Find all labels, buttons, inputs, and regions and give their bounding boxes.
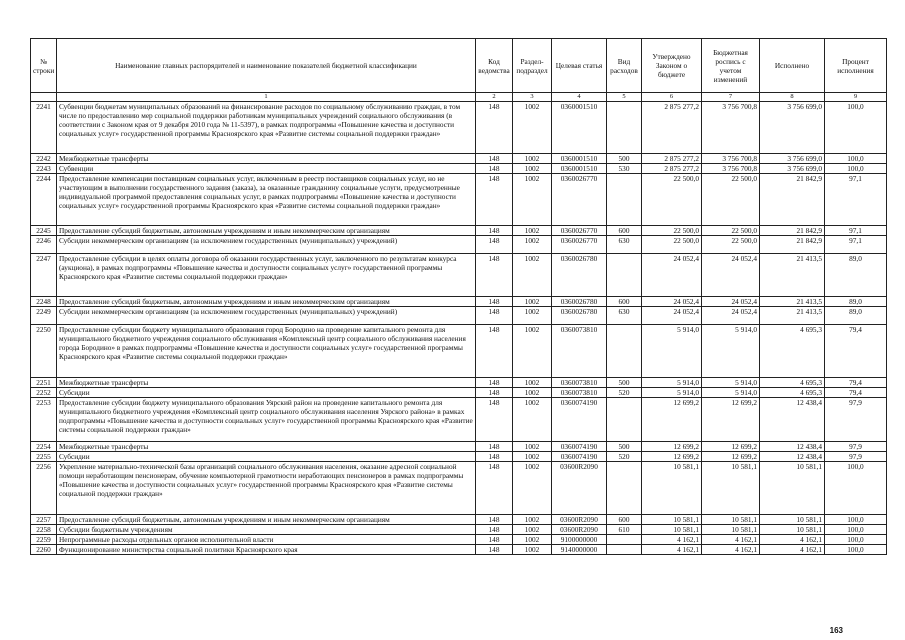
cell-vr: 520 (607, 388, 642, 398)
table-row (31, 525, 887, 535)
cell-budget: 22 500,0 (702, 226, 760, 236)
header-exp-type: Вид расходов (607, 39, 642, 93)
cell-approved: 12 699,2 (642, 452, 702, 462)
cell-vr (607, 174, 642, 226)
cell-no: 2247 (31, 254, 57, 297)
cell-approved: 2 875 277,2 (642, 154, 702, 164)
cell-code: 148 (476, 226, 513, 236)
cell-name: Предоставление компенсации поставщикам социальных услуг, включенным в реестр поставщиков социальных услуг, но не участвующим в выполнении государственного задания (заказа), за оказанные гражданину социальные услуги, предусмотренные индивидуальной программой предоставления социальных услуг, в рамках подпрограммы «Повышение качества и доступности социальных услуг» государственной программы Красноярского края «Развитие системы социальной поддержки граждан» (57, 174, 476, 226)
cell-sec: 1002 (513, 226, 552, 236)
cell-no: 2253 (31, 398, 57, 442)
col-number: 9 (825, 93, 887, 102)
cell-approved: 5 914,0 (642, 325, 702, 378)
cell-approved: 22 500,0 (642, 226, 702, 236)
table-row (31, 174, 887, 226)
col-number: 2 (476, 93, 513, 102)
cell-budget: 12 699,2 (702, 452, 760, 462)
cell-code: 148 (476, 307, 513, 325)
table-row (31, 515, 887, 525)
cell-executed: 4 695,3 (760, 388, 825, 398)
cell-pct: 100,0 (825, 154, 887, 164)
cell-no: 2250 (31, 325, 57, 378)
cell-budget: 10 581,1 (702, 515, 760, 525)
cell-name: Предоставление субсидий бюджетным, автономным учреждениям и иным некоммерческим организациям (57, 226, 476, 236)
cell-approved: 24 052,4 (642, 254, 702, 297)
cell-approved: 24 052,4 (642, 297, 702, 307)
cell-no: 2257 (31, 515, 57, 525)
table-row (31, 297, 887, 307)
cell-pct: 100,0 (825, 545, 887, 555)
cell-sec: 1002 (513, 545, 552, 555)
cell-executed: 21 413,5 (760, 307, 825, 325)
cell-target: 03600R2090 (552, 462, 607, 515)
col-number: 5 (607, 93, 642, 102)
cell-target: 0360073810 (552, 325, 607, 378)
header-target: Целевая статья (552, 39, 607, 93)
cell-vr: 630 (607, 236, 642, 254)
cell-budget: 10 581,1 (702, 462, 760, 515)
cell-code: 148 (476, 515, 513, 525)
cell-sec: 1002 (513, 236, 552, 254)
cell-pct: 100,0 (825, 164, 887, 174)
table-row (31, 254, 887, 297)
table-row (31, 398, 887, 442)
cell-no: 2251 (31, 378, 57, 388)
budget-table (30, 38, 887, 555)
cell-sec: 1002 (513, 325, 552, 378)
cell-code: 148 (476, 164, 513, 174)
cell-vr (607, 325, 642, 378)
cell-target: 0360001510 (552, 154, 607, 164)
cell-budget: 3 756 700,8 (702, 102, 760, 154)
cell-vr: 630 (607, 307, 642, 325)
header-executed: Исполнено (760, 39, 825, 93)
cell-name: Предоставление субсидий бюджетным, автономным учреждениям и иным некоммерческим организациям (57, 297, 476, 307)
table-row (31, 154, 887, 164)
cell-name: Предоставление субсидии в целях оплаты договора об оказании государственных услуг, заключенного по результатам конкурса (аукциона), в рамках подпрограммы «Повышение качества и доступности социальных услуг» государственной программы Красноярского края «Развитие системы социальной поддержки граждан» (57, 254, 476, 297)
cell-sec: 1002 (513, 174, 552, 226)
cell-name: Субсидии (57, 452, 476, 462)
cell-vr: 530 (607, 164, 642, 174)
cell-executed: 3 756 699,0 (760, 164, 825, 174)
table-row (31, 462, 887, 515)
cell-target: 0360026780 (552, 307, 607, 325)
cell-pct: 97,1 (825, 226, 887, 236)
cell-name: Предоставление субсидий бюджетным, автономным учреждениям и иным некоммерческим организациям (57, 515, 476, 525)
cell-name: Субвенции бюджетам муниципальных образований на финансирование расходов по социальному обслуживанию граждан, в том числе по предоставлению мер социальной поддержки работникам муниципальных учреждений социального обслуживания (в соответствии с Законом края от 9 декабря 2010 года № 11-5397), в рамках подпрограммы «Повышение качества и доступности социальных услуг» государственной программы Красноярского края «Развитие системы социальной поддержки граждан» (57, 102, 476, 154)
table-row (31, 226, 887, 236)
cell-code: 148 (476, 154, 513, 164)
cell-approved: 5 914,0 (642, 378, 702, 388)
table-row (31, 452, 887, 462)
cell-pct: 100,0 (825, 525, 887, 535)
cell-sec: 1002 (513, 307, 552, 325)
header-name: Наименование главных распорядителей и наименование показателей бюджетной классификации (57, 39, 476, 93)
cell-approved: 10 581,1 (642, 462, 702, 515)
cell-no: 2255 (31, 452, 57, 462)
cell-code: 148 (476, 388, 513, 398)
cell-approved: 4 162,1 (642, 535, 702, 545)
column-number-row (31, 93, 887, 102)
header-dept-code: Код ведомства (476, 39, 513, 93)
header-row (31, 39, 887, 93)
cell-no: 2249 (31, 307, 57, 325)
table-row (31, 442, 887, 452)
cell-executed: 10 581,1 (760, 525, 825, 535)
cell-code: 148 (476, 535, 513, 545)
cell-name: Непрограммные расходы отдельных органов исполнительной власти (57, 535, 476, 545)
cell-budget: 22 500,0 (702, 174, 760, 226)
cell-vr (607, 545, 642, 555)
cell-executed: 21 842,9 (760, 174, 825, 226)
cell-no: 2256 (31, 462, 57, 515)
cell-approved: 4 162,1 (642, 545, 702, 555)
cell-target: 0360001510 (552, 164, 607, 174)
table-row (31, 545, 887, 555)
cell-vr: 500 (607, 154, 642, 164)
cell-approved: 5 914,0 (642, 388, 702, 398)
cell-executed: 4 695,3 (760, 378, 825, 388)
cell-vr (607, 102, 642, 154)
cell-pct: 97,9 (825, 452, 887, 462)
cell-code: 148 (476, 525, 513, 535)
cell-pct: 89,0 (825, 307, 887, 325)
cell-vr: 500 (607, 442, 642, 452)
cell-approved: 12 699,2 (642, 398, 702, 442)
cell-pct: 100,0 (825, 515, 887, 525)
cell-pct: 79,4 (825, 325, 887, 378)
table-row (31, 378, 887, 388)
cell-budget: 4 162,1 (702, 545, 760, 555)
cell-approved: 10 581,1 (642, 525, 702, 535)
table-row (31, 325, 887, 378)
cell-target: 9100000000 (552, 535, 607, 545)
cell-executed: 12 438,4 (760, 452, 825, 462)
cell-pct: 79,4 (825, 388, 887, 398)
cell-name: Укрепление материально-технической базы организаций социального обслуживания населения, оказание адресной социальной помощи неработающим пенсионерам, обучение компьютерной грамотности неработающих пенсионеров в рамках подпрограммы «Повышение качества и доступности социальных услуг» государственной программы Красноярского края «Развитие системы социальной поддержки граждан» (57, 462, 476, 515)
cell-no: 2246 (31, 236, 57, 254)
cell-pct: 97,1 (825, 174, 887, 226)
cell-executed: 4 162,1 (760, 545, 825, 555)
col-number: 4 (552, 93, 607, 102)
page-number: 163 (829, 626, 843, 635)
cell-sec: 1002 (513, 535, 552, 545)
cell-pct: 97,1 (825, 236, 887, 254)
header-row-no: № строки (31, 39, 57, 93)
cell-name: Субсидии некоммерческим организациям (за исключением государственных (муниципальных) учреждений) (57, 307, 476, 325)
cell-vr: 600 (607, 226, 642, 236)
cell-name: Субсидии некоммерческим организациям (за исключением государственных (муниципальных) учреждений) (57, 236, 476, 254)
table-row (31, 388, 887, 398)
cell-name: Межбюджетные трансферты (57, 378, 476, 388)
cell-executed: 12 438,4 (760, 398, 825, 442)
cell-target: 0360026770 (552, 226, 607, 236)
cell-name: Функционирование министерства социальной политики Красноярского края (57, 545, 476, 555)
cell-pct: 89,0 (825, 254, 887, 297)
cell-executed: 3 756 699,0 (760, 154, 825, 164)
cell-pct: 79,4 (825, 378, 887, 388)
cell-no: 2243 (31, 164, 57, 174)
cell-sec: 1002 (513, 154, 552, 164)
cell-sec: 1002 (513, 388, 552, 398)
table-row (31, 102, 887, 154)
cell-code: 148 (476, 102, 513, 154)
cell-target: 0360074190 (552, 452, 607, 462)
cell-budget: 10 581,1 (702, 525, 760, 535)
cell-budget: 3 756 700,8 (702, 154, 760, 164)
cell-no: 2254 (31, 442, 57, 452)
cell-executed: 3 756 699,0 (760, 102, 825, 154)
cell-code: 148 (476, 236, 513, 254)
cell-executed: 21 842,9 (760, 226, 825, 236)
cell-executed: 21 842,9 (760, 236, 825, 254)
cell-code: 148 (476, 545, 513, 555)
cell-sec: 1002 (513, 254, 552, 297)
cell-approved: 22 500,0 (642, 174, 702, 226)
cell-code: 148 (476, 297, 513, 307)
cell-budget: 5 914,0 (702, 378, 760, 388)
cell-pct: 100,0 (825, 102, 887, 154)
cell-executed: 21 413,5 (760, 254, 825, 297)
cell-target: 0360026780 (552, 254, 607, 297)
cell-name: Предоставление субсидии бюджету муниципального образования город Бородино на проведение капитального ремонта для муниципального бюджетного учреждения социального обслуживания «Комплексный центр социального обслуживания населения города Бородино» в рамках подпрограммы «Повышение качества и доступности социальных услуг» государственной программы Красноярского края «Развитие системы социальной поддержки граждан» (57, 325, 476, 378)
col-number: 7 (702, 93, 760, 102)
header-percent: Процент исполнения (825, 39, 887, 93)
table-row (31, 236, 887, 254)
cell-sec: 1002 (513, 442, 552, 452)
cell-executed: 4 695,3 (760, 325, 825, 378)
cell-target: 0360074190 (552, 398, 607, 442)
cell-name: Межбюджетные трансферты (57, 154, 476, 164)
cell-executed: 10 581,1 (760, 515, 825, 525)
header-budget-list: Бюджетная роспись с учетом изменений (702, 39, 760, 93)
cell-sec: 1002 (513, 102, 552, 154)
cell-budget: 24 052,4 (702, 254, 760, 297)
table-row (31, 535, 887, 545)
cell-code: 148 (476, 254, 513, 297)
table-row (31, 307, 887, 325)
cell-target: 03600R2090 (552, 525, 607, 535)
cell-code: 148 (476, 398, 513, 442)
cell-executed: 21 413,5 (760, 297, 825, 307)
cell-sec: 1002 (513, 462, 552, 515)
cell-name: Субвенции (57, 164, 476, 174)
cell-vr: 600 (607, 515, 642, 525)
cell-budget: 24 052,4 (702, 307, 760, 325)
cell-name: Предоставление субсидии бюджету муниципального образования Уярский район на проведение капитального ремонта для муниципального бюджетного учреждения «Комплексный центр социального обслуживания населения Уярского района» в рамках подпрограммы «Повышение качества и доступности социальных услуг» государственной программы Красноярского края «Развитие системы социальной поддержки граждан» (57, 398, 476, 442)
header-approved: Утверждено Законом о бюджете (642, 39, 702, 93)
cell-code: 148 (476, 174, 513, 226)
cell-no: 2244 (31, 174, 57, 226)
col-number: 3 (513, 93, 552, 102)
cell-pct: 89,0 (825, 297, 887, 307)
header-section: Раздел-подраздел (513, 39, 552, 93)
cell-name: Межбюджетные трансферты (57, 442, 476, 452)
cell-target: 0360073810 (552, 378, 607, 388)
col-number: 6 (642, 93, 702, 102)
cell-no: 2248 (31, 297, 57, 307)
cell-target: 0360026770 (552, 236, 607, 254)
cell-target: 0360001510 (552, 102, 607, 154)
cell-budget: 3 756 700,8 (702, 164, 760, 174)
cell-approved: 2 875 277,2 (642, 102, 702, 154)
cell-sec: 1002 (513, 164, 552, 174)
table-row (31, 164, 887, 174)
cell-target: 03600R2090 (552, 515, 607, 525)
cell-vr: 520 (607, 452, 642, 462)
cell-code: 148 (476, 378, 513, 388)
cell-target: 0360073810 (552, 388, 607, 398)
col-number (31, 93, 57, 102)
cell-vr (607, 462, 642, 515)
cell-budget: 4 162,1 (702, 535, 760, 545)
cell-budget: 12 699,2 (702, 398, 760, 442)
cell-approved: 10 581,1 (642, 515, 702, 525)
cell-no: 2258 (31, 525, 57, 535)
cell-name: Субсидии бюджетным учреждениям (57, 525, 476, 535)
cell-sec: 1002 (513, 452, 552, 462)
cell-budget: 5 914,0 (702, 388, 760, 398)
cell-approved: 2 875 277,2 (642, 164, 702, 174)
cell-vr (607, 535, 642, 545)
cell-no: 2242 (31, 154, 57, 164)
cell-budget: 24 052,4 (702, 297, 760, 307)
cell-budget: 5 914,0 (702, 325, 760, 378)
cell-target: 0360074190 (552, 442, 607, 452)
cell-pct: 97,9 (825, 398, 887, 442)
cell-sec: 1002 (513, 297, 552, 307)
cell-name: Субсидии (57, 388, 476, 398)
cell-no: 2252 (31, 388, 57, 398)
cell-vr: 500 (607, 378, 642, 388)
cell-code: 148 (476, 325, 513, 378)
cell-pct: 100,0 (825, 462, 887, 515)
cell-executed: 4 162,1 (760, 535, 825, 545)
cell-sec: 1002 (513, 515, 552, 525)
cell-approved: 12 699,2 (642, 442, 702, 452)
cell-executed: 12 438,4 (760, 442, 825, 452)
cell-approved: 24 052,4 (642, 307, 702, 325)
col-number: 8 (760, 93, 825, 102)
cell-pct: 100,0 (825, 535, 887, 545)
cell-target: 0360026770 (552, 174, 607, 226)
cell-code: 148 (476, 462, 513, 515)
cell-code: 148 (476, 442, 513, 452)
cell-no: 2241 (31, 102, 57, 154)
col-number: 1 (57, 93, 476, 102)
cell-no: 2245 (31, 226, 57, 236)
cell-no: 2260 (31, 545, 57, 555)
cell-approved: 22 500,0 (642, 236, 702, 254)
cell-vr (607, 254, 642, 297)
cell-target: 0360026780 (552, 297, 607, 307)
cell-vr (607, 398, 642, 442)
cell-executed: 10 581,1 (760, 462, 825, 515)
cell-vr: 600 (607, 297, 642, 307)
cell-sec: 1002 (513, 398, 552, 442)
cell-no: 2259 (31, 535, 57, 545)
cell-sec: 1002 (513, 378, 552, 388)
cell-budget: 12 699,2 (702, 442, 760, 452)
cell-sec: 1002 (513, 525, 552, 535)
cell-budget: 22 500,0 (702, 236, 760, 254)
cell-code: 148 (476, 452, 513, 462)
cell-target: 9140000000 (552, 545, 607, 555)
cell-pct: 97,9 (825, 442, 887, 452)
cell-vr: 610 (607, 525, 642, 535)
table-body (31, 102, 887, 555)
